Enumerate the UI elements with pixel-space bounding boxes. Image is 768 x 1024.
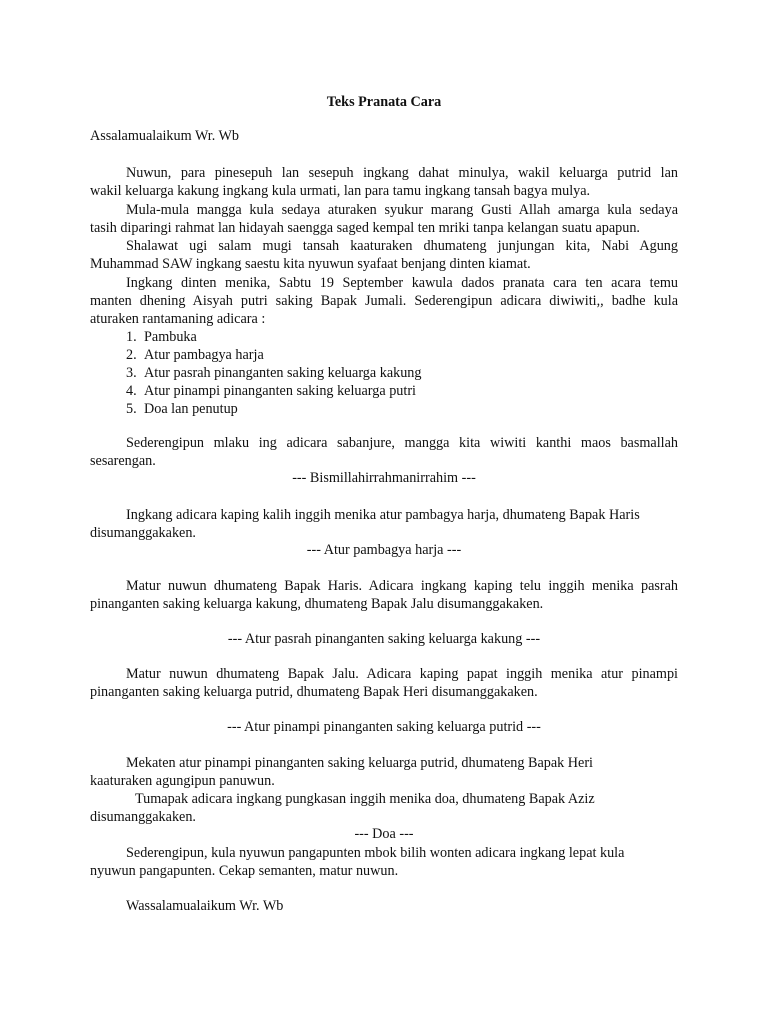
greeting: Assalamualaikum Wr. Wb (90, 128, 240, 144)
pasrah-heading: --- Atur pasrah pinanganten saking keluarga kakung --- (227, 631, 541, 647)
list-item-label: Atur pasrah pinanganten saking keluarga kakung (144, 365, 422, 381)
pinampi-heading: --- Atur pinampi pinanganten saking keluarga putrid --- (227, 719, 541, 735)
paragraph-8-line-2: pinanganten saking keluarga putrid, dhumateng Bapak Heri disumanggakaken. (90, 684, 538, 700)
paragraph-5-line-1: Sederengipun mlaku ing adicara sabanjure, mangga kita wiwiti kanthi maos basmallah (126, 435, 678, 451)
paragraph-4-line-3: aturaken rantamaning adicara : (90, 311, 266, 327)
paragraph-5-line-2: sesarengan. (90, 453, 156, 469)
paragraph-10-line-1: Tumapak adicara ingkang pungkasan inggih menika doa, dhumateng Bapak Aziz (135, 791, 595, 807)
paragraph-3-line-1: Shalawat ugi salam mugi tansah kaaturaken dhumateng junjungan kita, Nabi Agung (126, 238, 678, 254)
list-item (126, 382, 416, 400)
paragraph-4-line-2: manten dhening Aisyah putri saking Bapak Jumali. Sederengipun adicara diwiwiti,, badhe kula (90, 293, 678, 309)
pambagya-heading: --- Atur pambagya harja --- (306, 542, 462, 558)
paragraph-11-line-1: Sederengipun, kula nyuwun pangapunten mbok bilih wonten adicara ingkang lepat kula (126, 845, 625, 861)
paragraph-7-line-2: pinanganten saking keluarga kakung, dhumateng Bapak Jalu disumanggakaken. (90, 596, 544, 612)
paragraph-9-line-1: Mekaten atur pinampi pinanganten saking keluarga putrid, dhumateng Bapak Heri (126, 755, 594, 771)
list-item-label: Atur pinampi pinanganten saking keluarga putri (144, 383, 416, 399)
document-title: Teks Pranata Cara (326, 94, 442, 110)
list-item-number: 3. (126, 365, 137, 381)
paragraph-10-line-2: disumanggakaken. (90, 809, 196, 825)
closing-greeting: Wassalamualaikum Wr. Wb (126, 898, 284, 914)
list-item-label: Doa lan penutup (144, 401, 238, 417)
paragraph-7-line-1: Matur nuwun dhumateng Bapak Haris. Adicara ingkang kaping telu inggih menika pasrah (126, 578, 678, 594)
paragraph-6-line-2: disumanggakaken. (90, 525, 196, 541)
list-item-number: 4. (126, 383, 137, 399)
paragraph-11-line-2: nyuwun pangapunten. Cekap semanten, matur nuwun. (90, 863, 399, 879)
list-item (126, 364, 422, 382)
paragraph-1-line-2: wakil keluarga kakung ingkang kula urmati, lan para tamu ingkang tansah bagya mulya. (90, 183, 591, 199)
paragraph-1-line-1: Nuwun, para pinesepuh lan sesepuh ingkang dahat minulya, wakil keluarga putrid lan (126, 165, 678, 181)
list-item (126, 400, 238, 418)
paragraph-3-line-2: Muhammad SAW ingkang saestu kita nyuwun syafaat benjang dinten kiamat. (90, 256, 531, 272)
list-item (126, 346, 264, 364)
list-item (126, 328, 197, 346)
paragraph-8-line-1: Matur nuwun dhumateng Bapak Jalu. Adicara kaping papat inggih menika atur pinampi (126, 666, 678, 682)
paragraph-4-line-1: Ingkang dinten menika, Sabtu 19 September kawula dados pranata cara ten acara temu (126, 275, 678, 291)
paragraph-2-line-1: Mula-mula mangga kula sedaya aturaken syukur marang Gusti Allah amarga kula sedaya (126, 202, 678, 218)
doa-heading: --- Doa --- (354, 826, 414, 842)
paragraph-6-line-1: Ingkang adicara kaping kalih inggih menika atur pambagya harja, dhumateng Bapak Haris (126, 507, 640, 523)
list-item-number: 1. (126, 329, 137, 345)
list-item-number: 5. (126, 401, 137, 417)
list-item-number: 2. (126, 347, 137, 363)
paragraph-2-line-2: tasih diparingi rahmat lan hidayah saengga saged kempal ten mriki tanpa kelangan suatu apapun. (90, 220, 640, 236)
list-item-label: Pambuka (144, 329, 197, 345)
bismillah-heading: --- Bismillahirrahmanirrahim --- (292, 470, 476, 486)
paragraph-9-line-2: kaaturaken agungipun panuwun. (90, 773, 275, 789)
list-item-label: Atur pambagya harja (144, 347, 264, 363)
